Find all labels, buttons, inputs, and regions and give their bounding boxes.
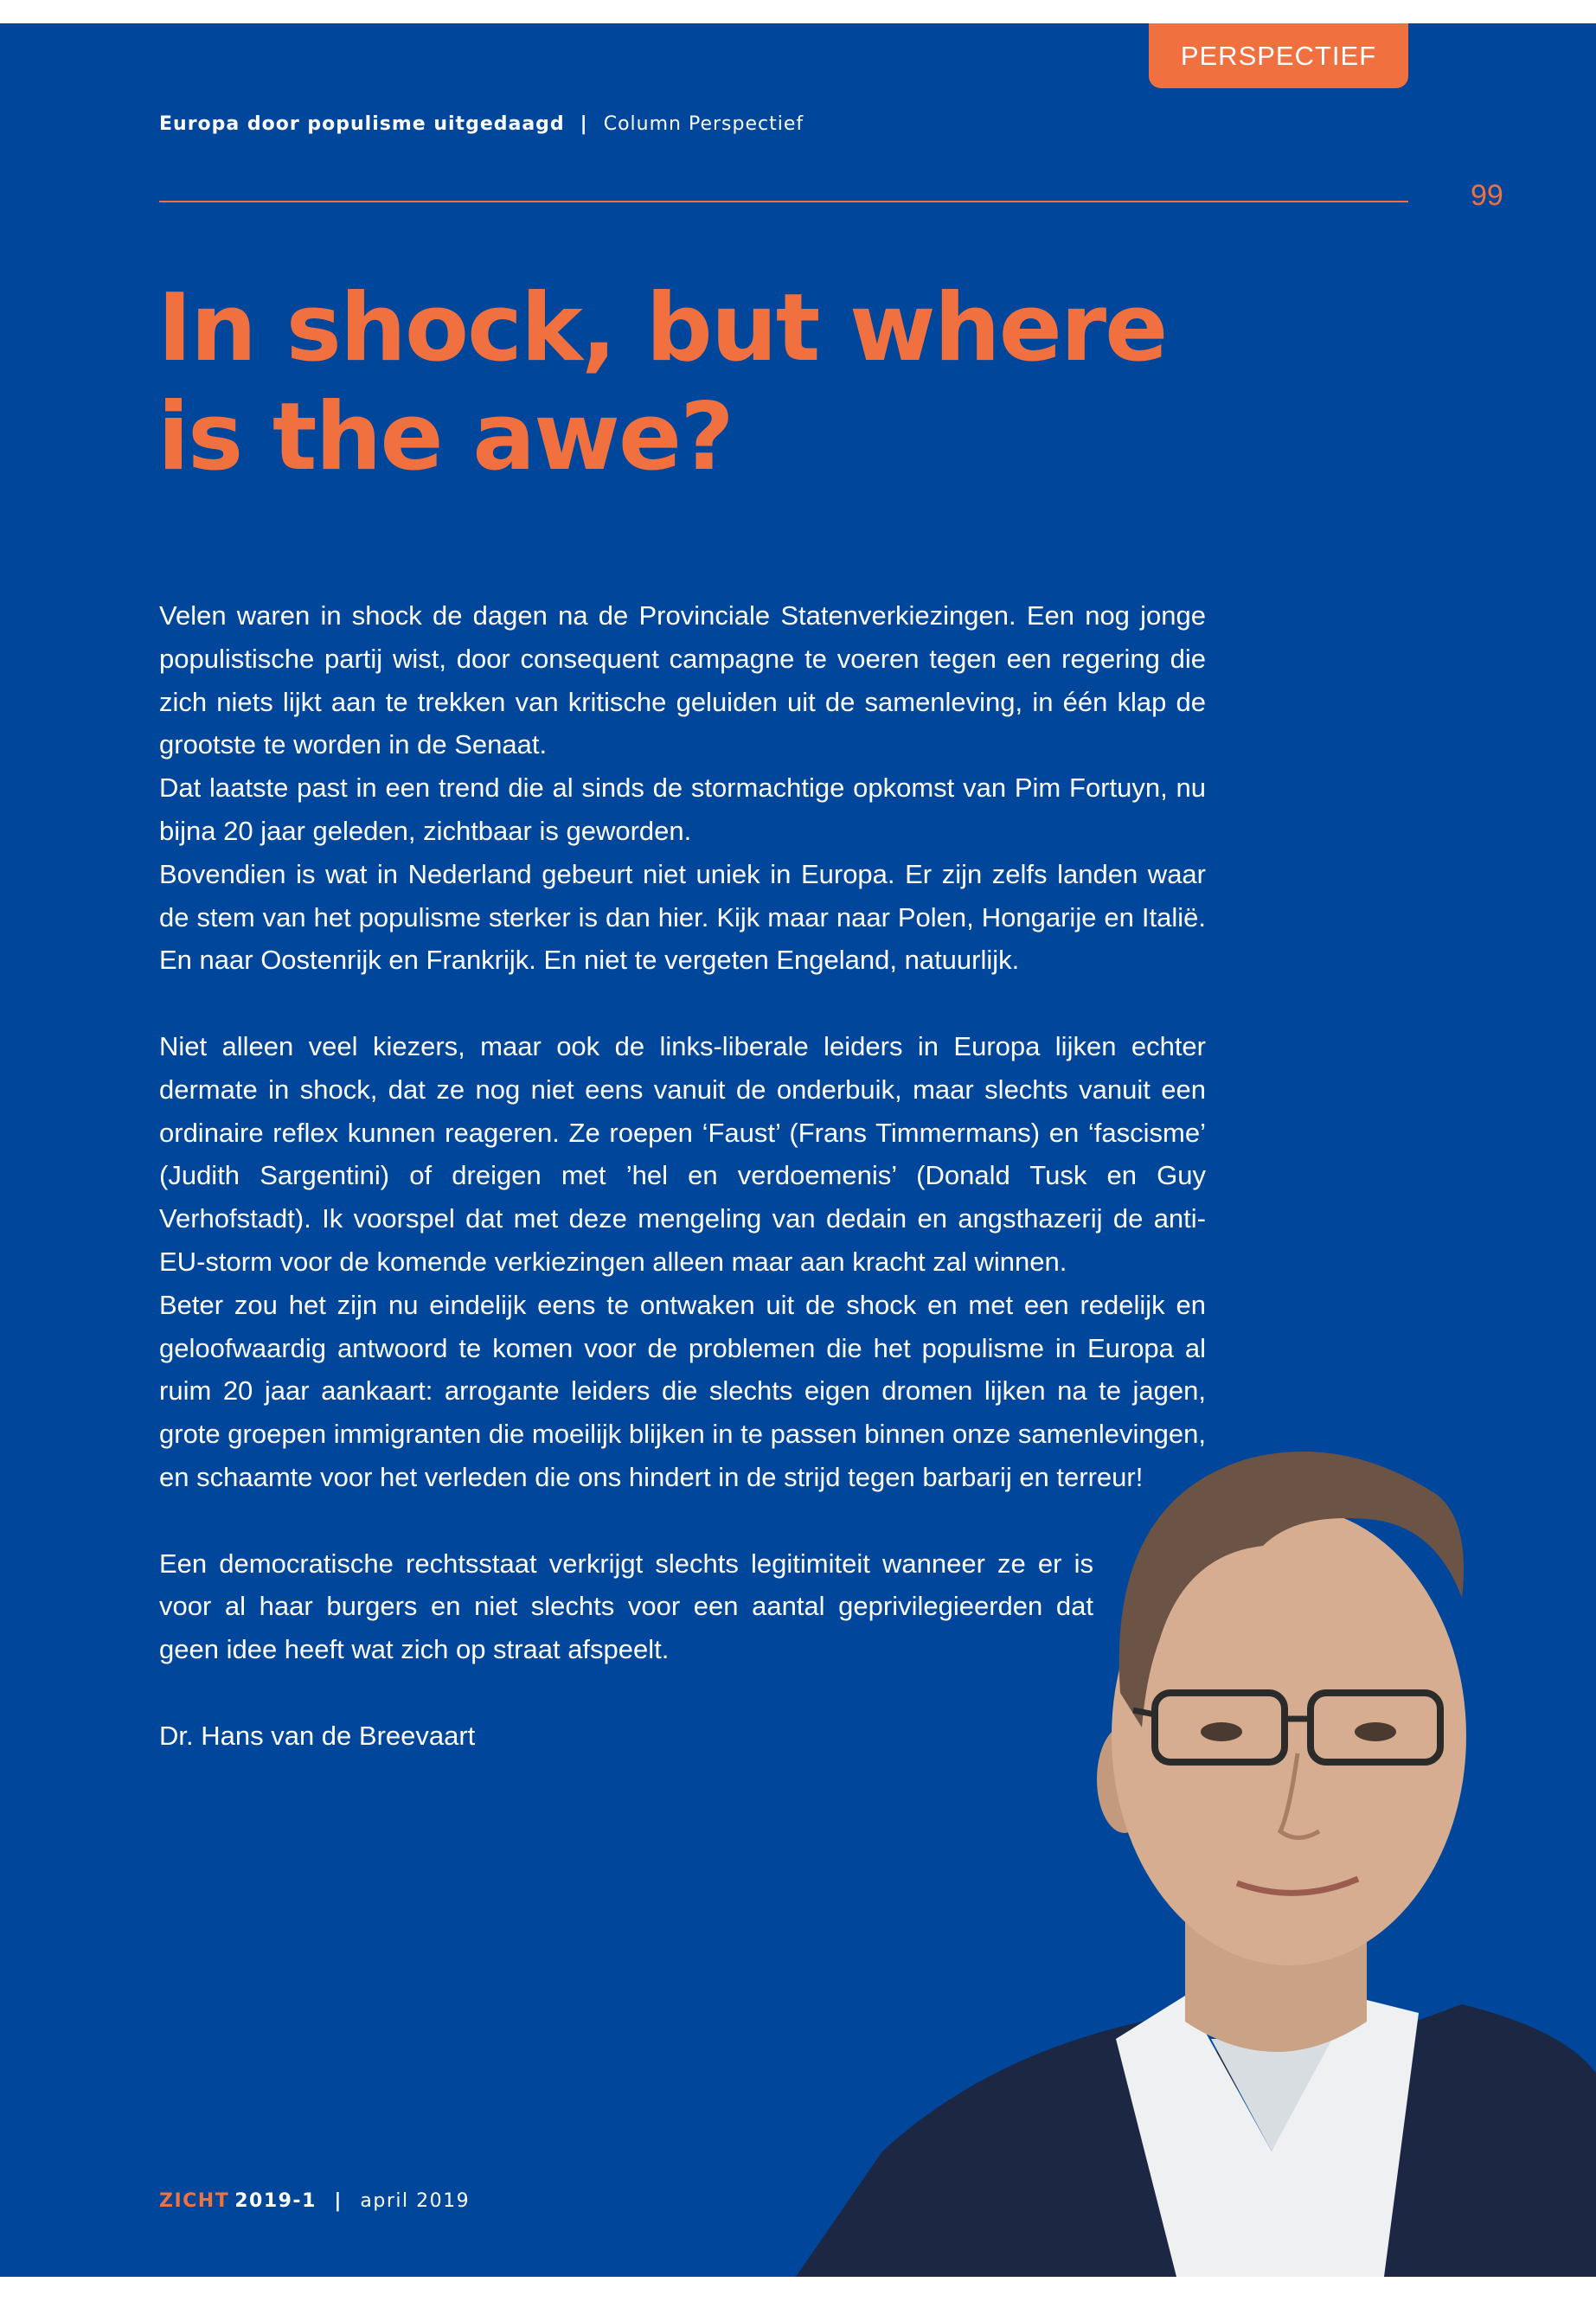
magazine-issue: 2019-1	[234, 2190, 317, 2212]
breadcrumb	[159, 113, 804, 135]
paragraph: Een democratische rechtsstaat verkrijgt slechts legitimiteit wanneer ze er is voor al haar burgers en niet slechts voor een aantal geprivilegieerden dat geen idee heeft wat zich op straat afspeelt.	[159, 1548, 1093, 1665]
article-title-line-2: is the awe?	[157, 383, 733, 491]
magazine-page	[0, 23, 1596, 2277]
footer-separator: |	[334, 2190, 343, 2212]
magazine-name: ZICHT	[159, 2190, 230, 2212]
page-number: 99	[1471, 179, 1503, 212]
breadcrumb-section: Europa door populisme uitgedaagd	[159, 113, 565, 135]
paragraph: Beter zou het zijn nu eindelijk eens te ontwaken uit de shock en met een redelijk en geloofwaardig antwoord te komen voor de problemen die het populisme in Europa al ruim 20 jaar aankaart: arrogante leiders die slechts eigen dromen lijken na te jagen, grote groepen immigranten die moeilijk blijken in te passen binnen onze samenlevingen, en schaamte voor het verleden die ons hindert in de strijd tegen barbarij en terreur!	[159, 1289, 1206, 1492]
paragraph: Niet alleen veel kiezers, maar ook de links-liberale leiders in Europa lijken echter dermate in shock, dat ze nog niet eens vanuit de onderbuik, maar slechts vanuit een ordinaire reflex kunnen reageren. Ze roepen ‘Faust’ (Frans Timmermans) en ‘fascisme’ (Judith Sargentini) of dreigen met ’hel en verdoemenis’ (Donald Tusk en Guy Verhofstadt). Ik voorspel dat met deze mengeling van dedain en angsthazerij de anti-EU-storm voor de komende verkiezingen alleen maar aan kracht zal winnen.	[159, 1030, 1206, 1277]
paragraph: Bovendien is wat in Nederland gebeurt niet uniek in Europa. Er zijn zelfs landen waar de stem van het populisme sterker is dan hier. Kijk maar naar Polen, Hongarije en Italië. En naar Oostenrijk en Frankrijk. En niet te vergeten Engeland, natuurlijk.	[159, 858, 1206, 976]
header-divider	[159, 201, 1408, 202]
article-title-line-1: In shock, but where	[157, 274, 1167, 382]
paragraph-gap	[159, 982, 1206, 1025]
page-footer	[159, 2190, 470, 2212]
breadcrumb-separator: |	[580, 113, 588, 135]
section-tab-label: PERSPECTIEF	[1180, 40, 1377, 71]
paragraph: Velen waren in shock de dagen na de Provinciale Statenverkiezingen. Een nog jonge populistische partij wist, door consequent campagne te voeren tegen een regering die zich niets lijkt aan te trekken van kritische geluiden uit de samenleving, in één klap de grootste te worden in de Senaat.	[159, 600, 1206, 760]
author-portrait	[779, 1399, 1596, 2277]
issue-date: april 2019	[360, 2190, 471, 2212]
author-signature: Dr. Hans van de Breevaart	[159, 1720, 476, 1751]
article-title	[157, 274, 1282, 492]
section-tab	[1149, 23, 1408, 88]
breadcrumb-subsection: Column Perspectief	[603, 113, 804, 135]
paragraph: Dat laatste past in een trend die al sinds de stormachtige opkomst van Pim Fortuyn, nu bijna 20 jaar geleden, zichtbaar is geworden.	[159, 772, 1206, 846]
